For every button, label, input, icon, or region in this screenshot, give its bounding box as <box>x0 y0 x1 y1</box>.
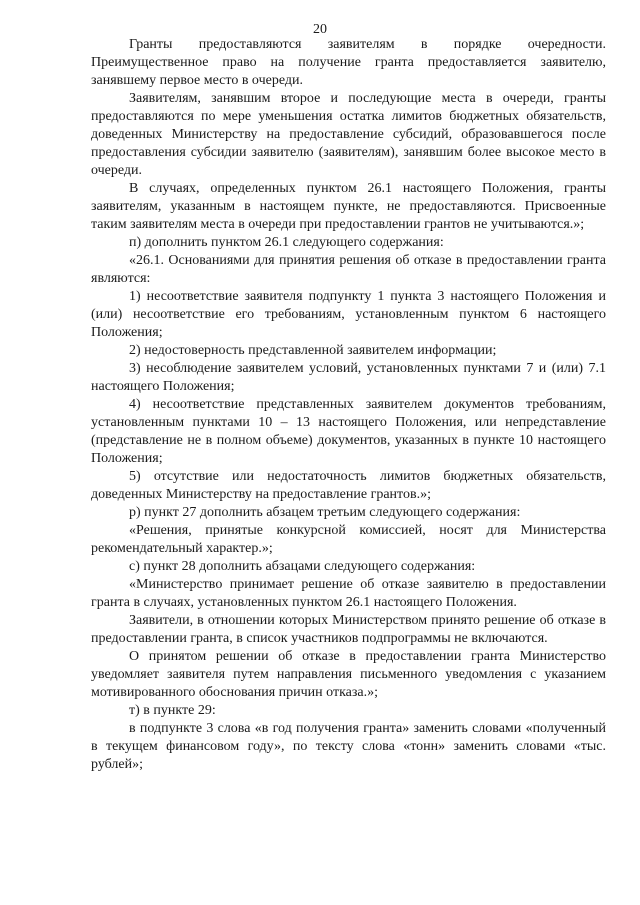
paragraph-item-s: с) пункт 28 дополнить абзацами следующего содержания: <box>129 559 476 574</box>
paragraph-refusal-cases: В случаях, определенных пунктом 26.1 настоящего Положения, гранты заявителям, указанным в настоящем пункте, не предоставляются. Присвоенные таким заявителям места в очереди при предоставлении грантов не учитываются.»; <box>91 181 606 232</box>
paragraph-ground-3: 3) несоблюдение заявителем условий, установленных пунктами 7 и (или) 7.1 настоящего Положения; <box>91 361 606 394</box>
paragraph-applicants-excluded: Заявители, в отношении которых Министерством принято решение об отказе в предоставлении гранта, в список участников подпрограммы не включаются. <box>91 613 606 646</box>
paragraph-item-t: т) в пункте 29: <box>129 703 216 718</box>
paragraph-notification: О принятом решении об отказе в предоставлении гранта Министерство уведомляет заявителя путем направления письменного уведомления с указанием мотивированного обоснования причин отказа.»; <box>91 649 606 700</box>
paragraph-grants-order: Гранты предоставляются заявителям в порядке очередности. Преимущественное право на получение гранта предоставляется заявителю, занявшему первое место в очереди. <box>91 37 606 88</box>
page-number: 20 <box>313 22 327 37</box>
paragraph-ground-2: 2) недостоверность представленной заявителем информации; <box>129 343 497 358</box>
paragraph-ministry-decision: «Министерство принимает решение об отказе заявителю в предоставлении гранта в случаях, установленных пунктом 26.1 настоящего Положения. <box>91 577 606 610</box>
paragraph-ground-4: 4) несоответствие представленных заявителем документов требованиям, установленным пунктами 10 – 13 настоящего Положения, или непредставление (представление не в полном объеме) документов, указанных в пункте 10 настоящего Положения; <box>91 397 606 466</box>
document-body <box>91 36 606 774</box>
paragraph-ground-1: 1) несоответствие заявителя подпункту 1 пункта 3 настоящего Положения и (или) несоответствие его требованиям, установленным пунктом 6 настоящего Положения; <box>91 289 606 340</box>
paragraph-subsequent-places: Заявителям, занявшим второе и последующие места в очереди, гранты предоставляются по мере уменьшения остатка лимитов бюджетных обязательств, доведенных Министерству на предоставление субсидий, образовавшегося после предоставления субсидии заявителю (заявителям), занявшим более высокое место в очереди. <box>91 91 606 178</box>
paragraph-commission-decisions: «Решения, принятые конкурсной комиссией, носят для Министерства рекомендательный характер.»; <box>91 523 606 556</box>
paragraph-item-p: п) дополнить пунктом 26.1 следующего содержания: <box>129 235 444 250</box>
paragraph-ground-5: 5) отсутствие или недостаточность лимитов бюджетных обязательств, доведенных Министерству на предоставление грантов.»; <box>91 469 606 502</box>
paragraph-item-r: р) пункт 27 дополнить абзацем третьим следующего содержания: <box>129 505 521 520</box>
paragraph-point-26-1: «26.1. Основаниями для принятия решения об отказе в предоставлении гранта являются: <box>91 253 606 286</box>
paragraph-subpoint-3: в подпункте 3 слова «в год получения гранта» заменить словами «полученный в текущем финансовом году», по тексту слова «тонн» заменить словами «тыс. рублей»; <box>91 721 606 772</box>
